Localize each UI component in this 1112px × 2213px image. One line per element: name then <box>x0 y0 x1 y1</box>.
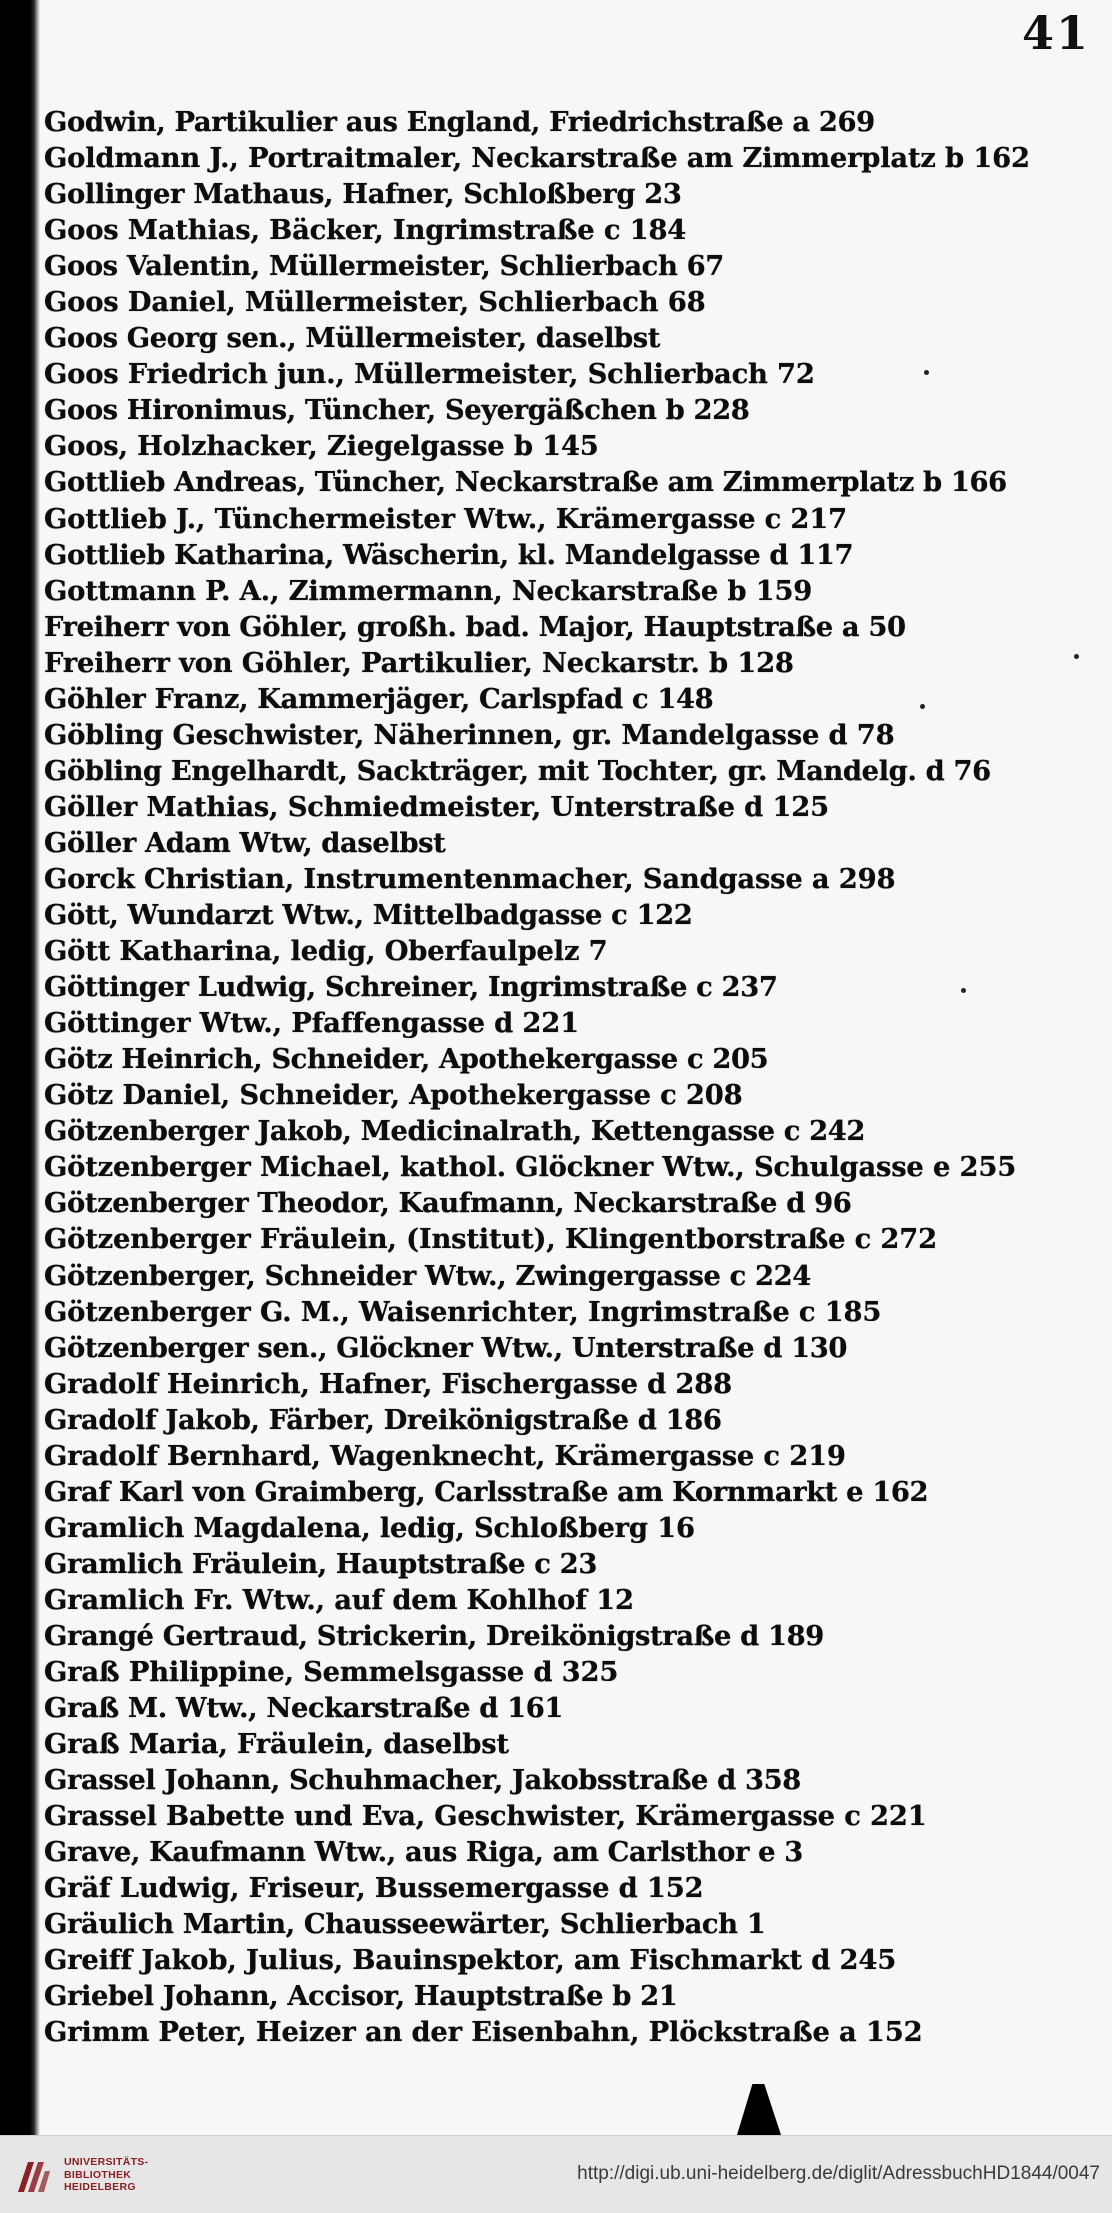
directory-entry: Gollinger Mathaus, Hafner, Schloßberg 23 <box>44 178 682 211</box>
directory-entry: Grassel Babette und Eva, Geschwister, Krämergasse c 221 <box>44 1800 927 1833</box>
directory-entry: Gramlich Fr. Wtw., auf dem Kohlhof 12 <box>44 1583 634 1616</box>
directory-entry: Götzenberger Theodor, Kaufmann, Neckarstraße d 96 <box>44 1187 852 1220</box>
directory-entry: Godwin, Partikulier aus England, Friedrichstraße a 269 <box>44 106 875 138</box>
page-binding-edge <box>0 0 40 2135</box>
ink-smudge-mark <box>737 2084 781 2135</box>
directory-entry: Griebel Johann, Accisor, Hauptstraße b 21 <box>44 1980 678 2013</box>
directory-entry: Goos Mathias, Bäcker, Ingrimstraße c 184 <box>44 214 687 247</box>
directory-entry: Götzenberger G. M., Waisenrichter, Ingrimstraße c 185 <box>44 1295 882 1328</box>
directory-entry: Graß Maria, Fräulein, daselbst <box>44 1728 509 1761</box>
speck-mark <box>1074 654 1079 659</box>
directory-entry: Freiherr von Göhler, Partikulier, Neckarstr. b 128 <box>44 646 794 679</box>
directory-entry: Gramlich Magdalena, ledig, Schloßberg 16 <box>44 1511 695 1544</box>
page-number: 41 <box>1021 6 1090 60</box>
directory-entry: Grimm Peter, Heizer an der Eisenbahn, Plöckstraße a 152 <box>44 2016 923 2049</box>
directory-entry: Goos Valentin, Müllermeister, Schlierbach 67 <box>44 250 724 283</box>
directory-entry: Göller Adam Wtw, daselbst <box>44 826 446 859</box>
directory-entry: Graf Karl von Graimberg, Carlsstraße am Kornmarkt e 162 <box>44 1475 929 1508</box>
directory-entry: Grangé Gertraud, Strickerin, Dreikönigstraße d 189 <box>44 1619 824 1652</box>
footer-bar <box>0 2135 1112 2213</box>
institution-line: HEIDELBERG <box>64 2181 136 2193</box>
directory-entry-list <box>44 104 1104 2051</box>
directory-entry: Gottlieb J., Tünchermeister Wtw., Krämergasse c 217 <box>44 502 847 535</box>
directory-entry: Göbling Geschwister, Näherinnen, gr. Mandelgasse d 78 <box>44 718 895 751</box>
directory-entry: Graß M. Wtw., Neckarstraße d 161 <box>44 1692 564 1725</box>
directory-entry: Göhler Franz, Kammerjäger, Carlspfad c 148 <box>44 682 714 715</box>
directory-entry: Graß Philippine, Semmelsgasse d 325 <box>44 1656 619 1689</box>
directory-entry: Gottlieb Katharina, Wäscherin, kl. Mandelgasse d 117 <box>44 538 854 571</box>
directory-entry: Götzenberger, Schneider Wtw., Zwingergasse c 224 <box>44 1259 811 1292</box>
directory-entry: Gottmann P. A., Zimmermann, Neckarstraße b 159 <box>44 574 813 607</box>
directory-entry: Grave, Kaufmann Wtw., aus Riga, am Carlsthor e 3 <box>44 1836 803 1869</box>
directory-entry: Gött, Wundarzt Wtw., Mittelbadgasse c 122 <box>44 899 693 932</box>
directory-entry: Goldmann J., Portraitmaler, Neckarstraße am Zimmerplatz b 162 <box>44 142 1030 175</box>
directory-entry: Gräf Ludwig, Friseur, Bussemergasse d 152 <box>44 1872 704 1905</box>
institution-name <box>64 2156 148 2194</box>
directory-entry: Gött Katharina, ledig, Oberfaulpelz 7 <box>44 935 608 968</box>
directory-entry: Götz Daniel, Schneider, Apothekergasse c 208 <box>44 1079 743 1112</box>
directory-entry: Goos Georg sen., Müllermeister, daselbst <box>44 322 660 355</box>
institution-line: UNIVERSITÄTS- <box>64 2156 149 2168</box>
directory-entry: Götz Heinrich, Schneider, Apothekergasse c 205 <box>44 1043 769 1076</box>
directory-entry: Göttinger Wtw., Pfaffengasse d 221 <box>44 1007 579 1040</box>
directory-entry: Göller Mathias, Schmiedmeister, Unterstraße d 125 <box>44 790 829 823</box>
directory-entry: Gradolf Jakob, Färber, Dreikönigstraße d 186 <box>44 1403 722 1436</box>
source-url-link[interactable]: http://digi.ub.uni-heidelberg.de/diglit/AdressbuchHD1844/0047 <box>577 2163 1100 2184</box>
directory-entry: Gradolf Heinrich, Hafner, Fischergasse d 288 <box>44 1367 732 1400</box>
directory-entry: Gorck Christian, Instrumentenmacher, Sandgasse a 298 <box>44 862 896 895</box>
directory-entry: Gramlich Fräulein, Hauptstraße c 23 <box>44 1547 597 1580</box>
directory-entry: Goos Daniel, Müllermeister, Schlierbach 68 <box>44 286 706 319</box>
speck-mark <box>924 370 929 375</box>
directory-entry: Goos Friedrich jun., Müllermeister, Schlierbach 72 <box>44 358 815 391</box>
directory-entry: Gräulich Martin, Chausseewärter, Schlierbach 1 <box>44 1908 766 1941</box>
directory-entry: Greiff Jakob, Julius, Bauinspektor, am Fischmarkt d 245 <box>44 1944 897 1977</box>
ub-heidelberg-logo-icon[interactable] <box>14 2156 54 2196</box>
speck-mark <box>961 988 966 993</box>
institution-line: BIBLIOTHEK <box>64 2168 132 2181</box>
directory-entry: Götzenberger Fräulein, (Institut), Klingentborstraße c 272 <box>44 1223 937 1256</box>
directory-entry: Freiherr von Göhler, großh. bad. Major, Hauptstraße a 50 <box>44 610 906 643</box>
directory-entry: Göttinger Ludwig, Schreiner, Ingrimstraße c 237 <box>44 971 778 1004</box>
directory-entry: Goos Hironimus, Tüncher, Seyergäßchen b 228 <box>44 394 750 427</box>
directory-entry: Götzenberger Michael, kathol. Glöckner Wtw., Schulgasse e 255 <box>44 1151 1017 1184</box>
directory-entry: Gottlieb Andreas, Tüncher, Neckarstraße am Zimmerplatz b 166 <box>44 466 1007 499</box>
directory-entry: Grassel Johann, Schuhmacher, Jakobsstraße d 358 <box>44 1764 801 1797</box>
speck-mark <box>920 704 925 709</box>
directory-entry: Götzenberger Jakob, Medicinalrath, Kettengasse c 242 <box>44 1115 866 1148</box>
directory-entry: Gradolf Bernhard, Wagenknecht, Krämergasse c 219 <box>44 1439 846 1472</box>
directory-entry: Goos, Holzhacker, Ziegelgasse b 145 <box>44 430 599 463</box>
directory-entry: Götzenberger sen., Glöckner Wtw., Unterstraße d 130 <box>44 1331 848 1364</box>
directory-entry: Göbling Engelhardt, Sackträger, mit Tochter, gr. Mandelg. d 76 <box>44 754 991 787</box>
